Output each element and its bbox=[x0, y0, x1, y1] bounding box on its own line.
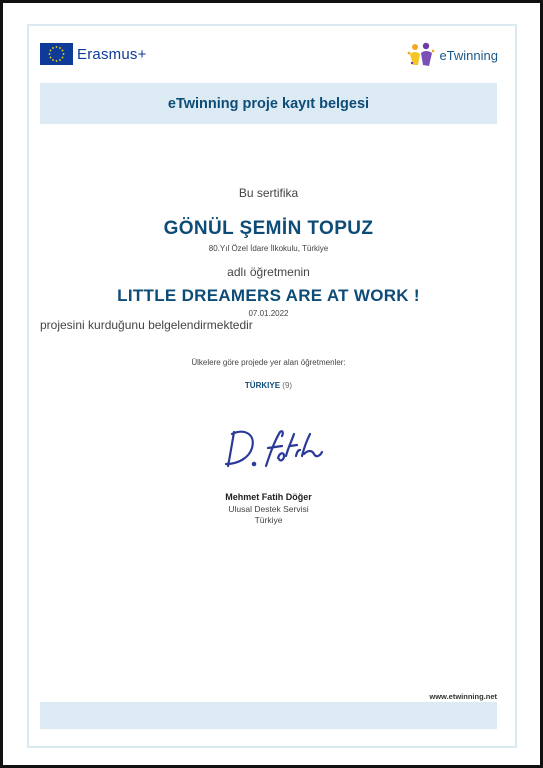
signer-name: Mehmet Fatih Döğer bbox=[225, 492, 312, 502]
project-title: LITTLE DREAMERS ARE AT WORK ! bbox=[117, 286, 420, 305]
erasmus-logo-text: Erasmus+ bbox=[77, 45, 147, 63]
country-name: TÜRKIYE bbox=[244, 381, 281, 390]
erasmus-logo bbox=[40, 42, 147, 66]
statement-text: projesini kurduğunu belgelendirmektedir bbox=[40, 318, 253, 332]
header-band bbox=[40, 83, 497, 124]
country-count: (9) bbox=[282, 381, 293, 390]
etwinning-logo bbox=[406, 41, 498, 69]
signer-organization: Ulusal Destek Servisi bbox=[228, 504, 309, 514]
signer-country: Türkiye bbox=[254, 515, 283, 525]
etwinning-logo-text: eTwinning bbox=[439, 47, 498, 63]
signature-image bbox=[222, 422, 326, 474]
eu-flag-icon bbox=[40, 43, 73, 65]
teacher-suffix-text: adlı öğretmenin bbox=[227, 265, 310, 279]
website-link[interactable]: www.etwinning.net bbox=[429, 692, 497, 701]
school-name: 80.Yıl Özel İdare İlkokulu, Türkiye bbox=[208, 244, 329, 253]
teacher-name: GÖNÜL ŞEMİN TOPUZ bbox=[163, 218, 374, 239]
etwinning-people-icon bbox=[406, 41, 436, 69]
country-list bbox=[40, 381, 497, 390]
project-date: 07.01.2022 bbox=[248, 309, 289, 318]
intro-text: Bu sertifika bbox=[238, 186, 299, 200]
certificate-title: eTwinning proje kayıt belgesi bbox=[167, 95, 370, 112]
countries-intro: Ülkelere göre projede yer alan öğretmenler: bbox=[191, 358, 346, 367]
footer-band bbox=[40, 702, 497, 729]
